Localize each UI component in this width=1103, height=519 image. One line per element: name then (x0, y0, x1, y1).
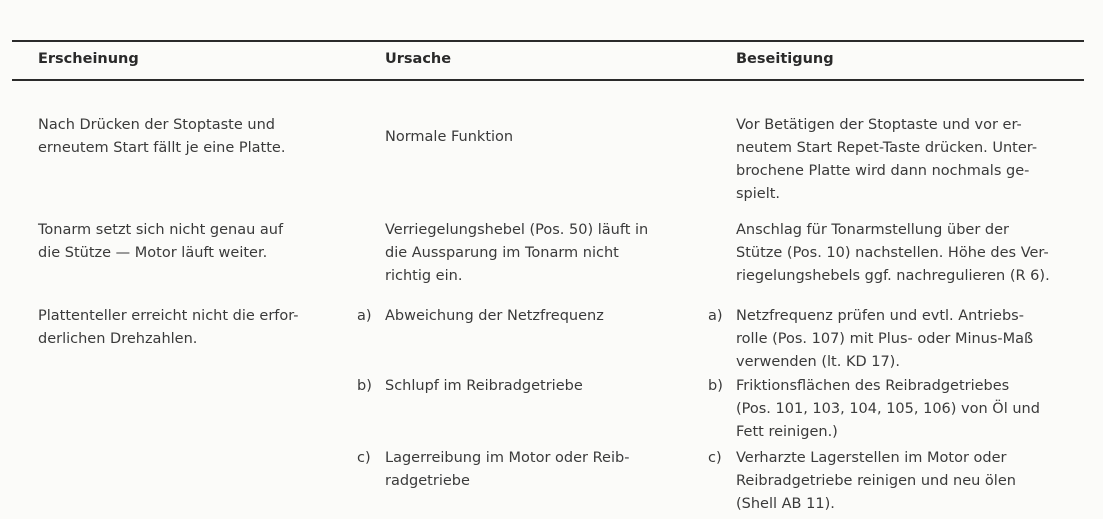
row-1-remedy-line-1: Vor Betätigen der Stoptaste und vor er- (736, 117, 1022, 133)
row-2-symptom-line-1: Tonarm setzt sich nicht genau auf (38, 222, 284, 238)
row-3a-remedy-marker: a) (708, 308, 723, 324)
row-3b-remedy-line-3: Fett reinigen.) (736, 424, 838, 440)
row-3a-cause-marker: a) (357, 308, 372, 324)
row-3c-cause-line-2: radgetriebe (385, 473, 470, 489)
row-2-cause-line-3: richtig ein. (385, 268, 463, 284)
row-3a-cause-line-1: Abweichung der Netzfrequenz (385, 308, 604, 324)
row-1-remedy-line-2: neutem Start Repet-Taste drücken. Unter- (736, 140, 1038, 156)
header-symptom: Erscheinung (38, 51, 139, 67)
row-3b-cause (385, 375, 583, 398)
row-3a-remedy-line-1: Netzfrequenz prüfen und evtl. Antriebs- (736, 308, 1024, 324)
row-1-cause (385, 126, 513, 149)
row-2-cause-line-1: Verriegelungshebel (Pos. 50) läuft in (385, 222, 649, 238)
row-3c-remedy-line-1: Verharzte Lagerstellen im Motor oder (736, 450, 1007, 466)
row-2-remedy-line-2: Stütze (Pos. 10) nachstellen. Höhe des Ver- (736, 245, 1049, 261)
row-3-symptom (38, 305, 299, 351)
row-3c-remedy-marker: c) (708, 450, 722, 466)
row-3c-remedy-line-2: Reibradgetriebe reinigen und neu ölen (736, 473, 1016, 489)
row-3b-remedy-line-2: (Pos. 101, 103, 104, 105, 106) von Öl und (736, 401, 1040, 417)
row-1-symptom-line-2: erneutem Start fällt je eine Platte. (38, 140, 286, 156)
row-2-remedy-line-1: Anschlag für Tonarmstellung über der (736, 222, 1009, 238)
row-3c-remedy (736, 447, 1016, 516)
row-3-symptom-line-2: derlichen Drehzahlen. (38, 331, 198, 347)
row-3b-remedy-line-1: Friktionsflächen des Reibradgetriebes (736, 378, 1010, 394)
row-2-cause-line-2: die Aussparung im Tonarm nicht (385, 245, 619, 261)
row-1-remedy-line-3: brochene Platte wird dann nochmals ge- (736, 163, 1030, 179)
row-2-remedy (736, 219, 1050, 288)
row-3c-cause-line-1: Lagerreibung im Motor oder Reib- (385, 450, 630, 466)
row-3a-cause (385, 305, 604, 328)
row-3a-remedy (736, 305, 1033, 374)
row-3b-remedy (736, 375, 1040, 444)
row-1-symptom-line-1: Nach Drücken der Stoptaste und (38, 117, 275, 133)
row-3c-cause (385, 447, 629, 493)
row-3b-cause-marker: b) (357, 378, 372, 394)
row-1-remedy (736, 114, 1037, 206)
row-1-cause-line-1: Normale Funktion (385, 129, 514, 145)
row-2-cause (385, 219, 648, 288)
row-3a-remedy-line-3: verwenden (lt. KD 17). (736, 354, 900, 370)
header-cause: Ursache (385, 51, 452, 67)
row-2-symptom-line-2: die Stütze — Motor läuft weiter. (38, 245, 268, 261)
header-remedy: Beseitigung (736, 51, 834, 67)
row-2-symptom (38, 219, 283, 265)
row-2-remedy-line-3: riegelungshebels ggf. nachregulieren (R 6). (736, 268, 1050, 284)
header-bottom-rule (12, 79, 1084, 81)
row-3b-cause-line-1: Schlupf im Reibradgetriebe (385, 378, 583, 394)
row-3c-cause-marker: c) (357, 450, 371, 466)
row-3c-remedy-line-3: (Shell AB 11). (736, 496, 835, 512)
row-3b-remedy-marker: b) (708, 378, 723, 394)
row-1-remedy-line-4: spielt. (736, 186, 781, 202)
table-top-rule (12, 40, 1084, 42)
row-3-symptom-line-1: Plattenteller erreicht nicht die erfor- (38, 308, 299, 324)
row-3a-remedy-line-2: rolle (Pos. 107) mit Plus- oder Minus-Maß (736, 331, 1034, 347)
row-1-symptom (38, 114, 285, 160)
